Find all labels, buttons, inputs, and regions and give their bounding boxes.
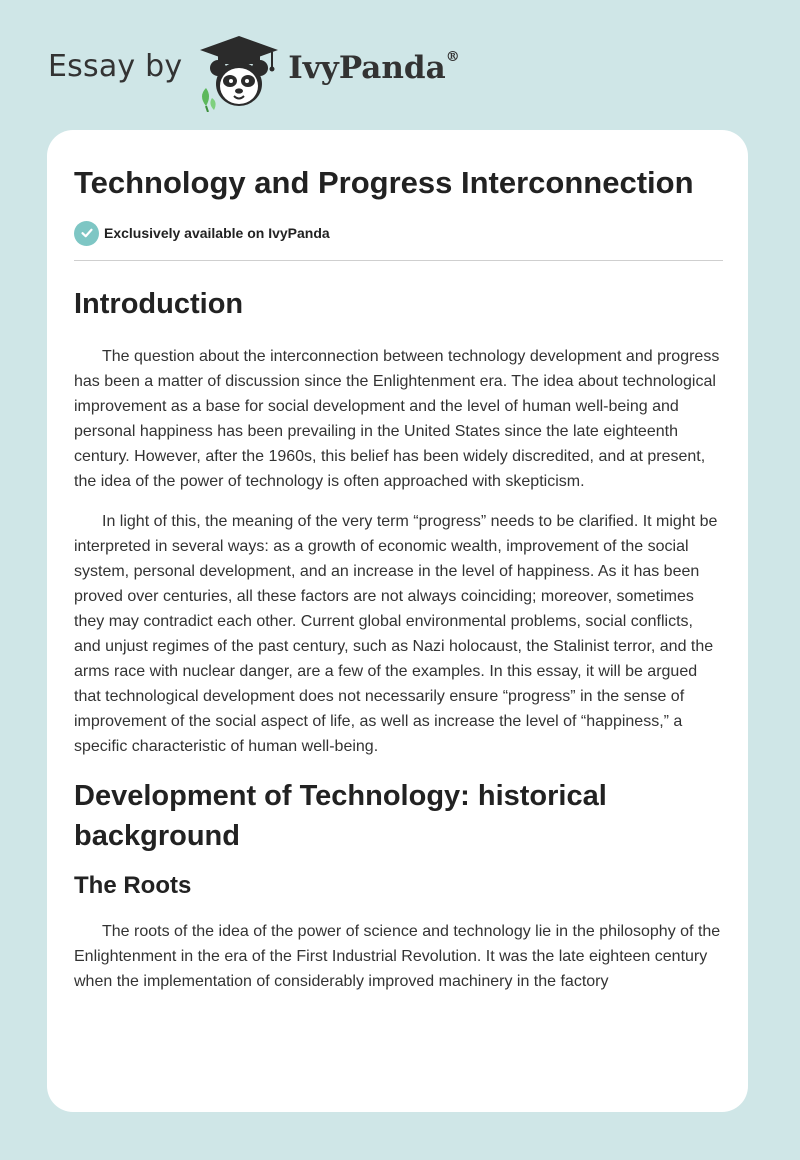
exclusive-badge xyxy=(74,220,723,246)
paragraph: The roots of the idea of the power of science and technology lie in the philosophy of the Enlightenment in the era of the First Industrial Revolution. It was the late eighteen century when the implementation of considerably improved machinery in the factory xyxy=(74,923,721,990)
essay-card xyxy=(47,130,748,1112)
divider xyxy=(74,260,723,261)
registered-mark: ® xyxy=(445,48,460,65)
essay-title: Technology and Progress Interconnection xyxy=(74,165,694,200)
panda-logo-icon[interactable] xyxy=(196,32,282,112)
section-heading-introduction: Introduction xyxy=(74,288,244,320)
site-header xyxy=(48,32,460,112)
subsection-heading-roots: The Roots xyxy=(74,872,192,899)
exclusive-label: Exclusively available on IvyPanda xyxy=(104,225,330,241)
check-icon xyxy=(74,221,99,246)
paragraph: In light of this, the meaning of the very term “progress” needs to be clarified. It might be interpreted in several ways: as a growth of economic wealth, improvement of the social system, personal development, and an increase in the level of happiness. As it has been proved over centuries, all these factors are not always coinciding; moreover, sometimes they may contradict each other. Current global environmental problems, social conflicts, and unjust regimes of the past century, such as Nazi holocaust, the Stalinist terror, and the arms race with nuclear danger, are a few of the examples. In this essay, it will be argued that technological development does not necessarily ensure “progress” in the sense of improvement of the social aspect of life, as well as increase the level of “happiness,” a specific characteristic of human well-being. xyxy=(74,513,718,755)
brand-name[interactable]: IvyPanda® xyxy=(288,48,460,86)
essay-content xyxy=(74,130,723,994)
essay-by-label: Essay by xyxy=(48,48,183,84)
paragraph: The question about the interconnection between technology development and progress has been a matter of discussion since the Enlightenment era. The idea about technological improvement as a base for social development and the level of human well-being and personal happiness has been prevailing in the United States since the late eighteenth century. However, after the 1960s, this belief has been widely discredited, and at present, the idea of the power of technology is often approached with skepticism. xyxy=(74,348,720,490)
section-heading-development: Development of Technology: historical background xyxy=(74,780,607,852)
